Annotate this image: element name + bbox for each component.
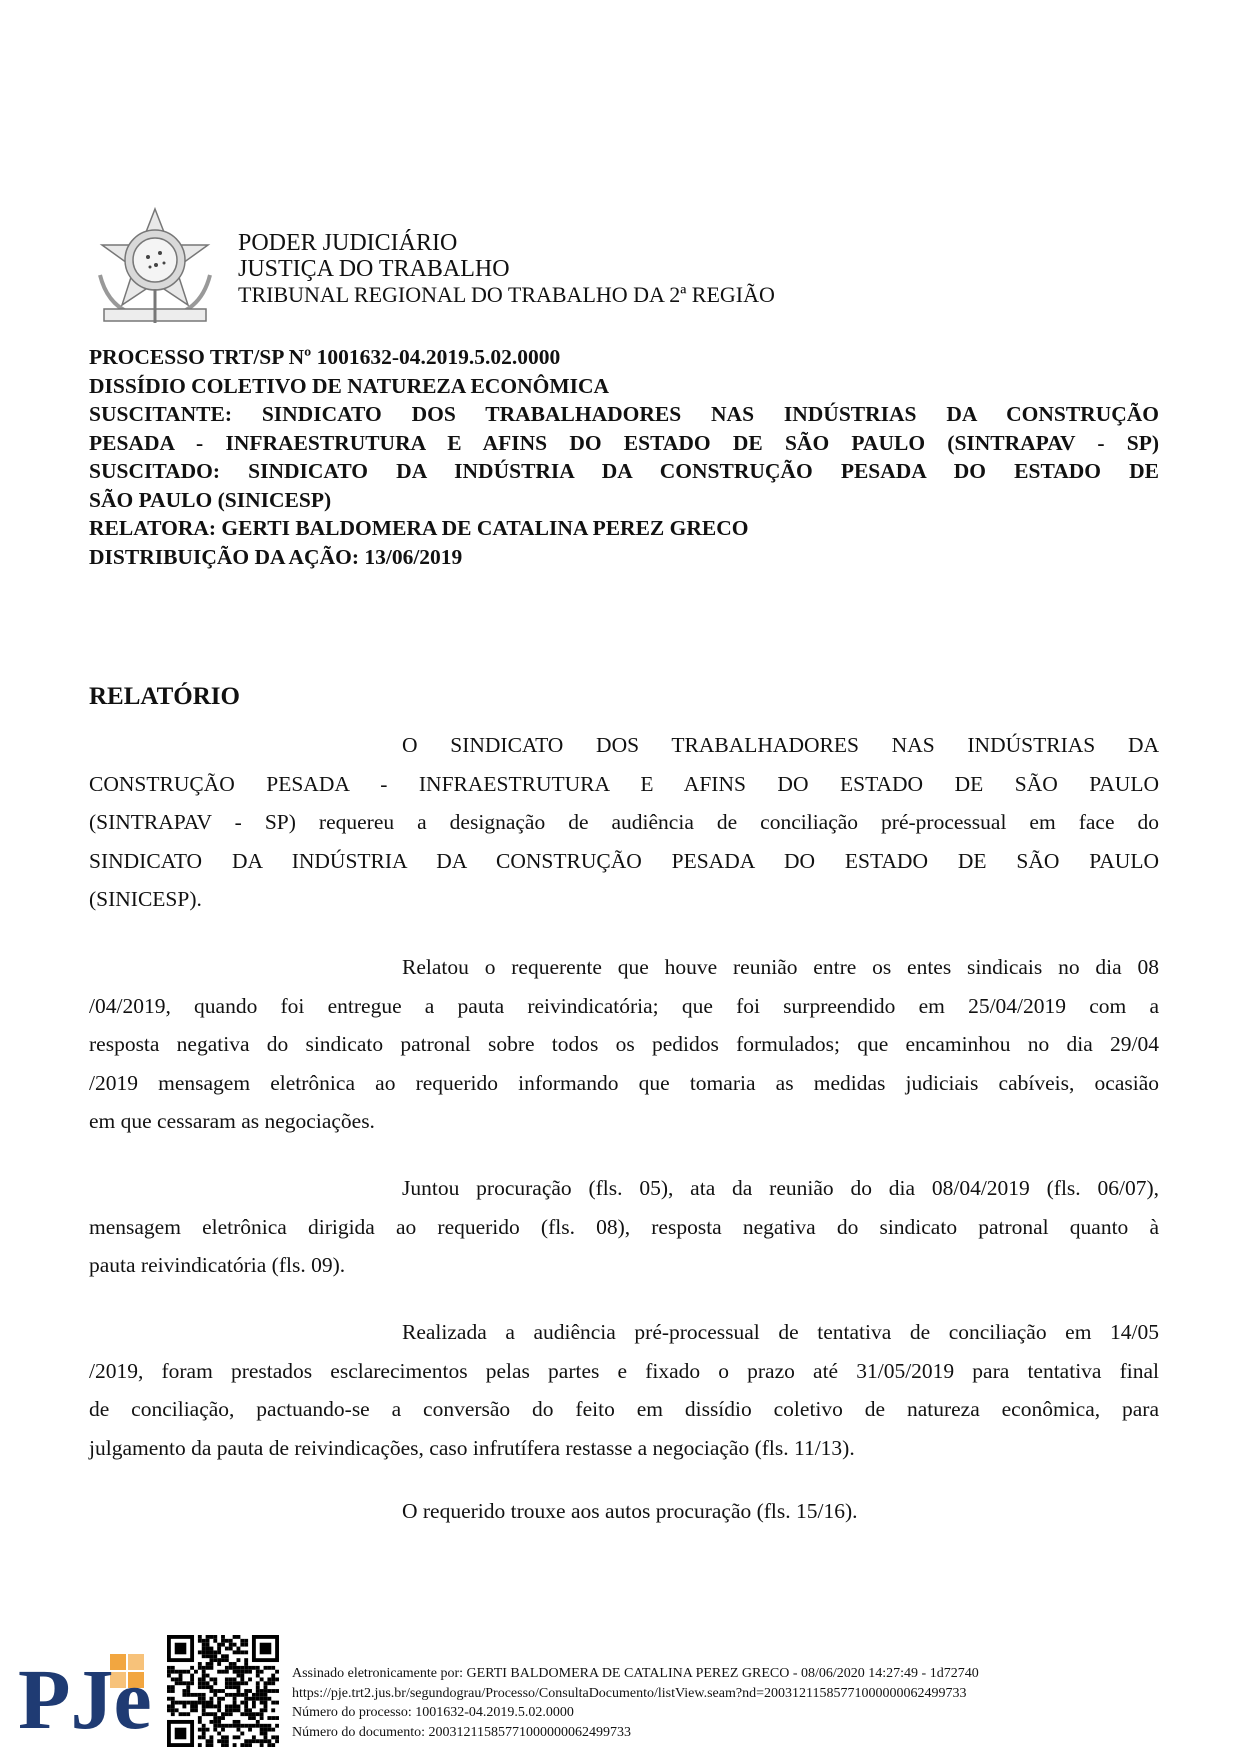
court-identification	[238, 230, 775, 308]
process-number-footer: Número do processo: 1001632-04.2019.5.02.0000	[292, 1705, 574, 1721]
document-header	[90, 205, 890, 335]
paragraph-line: em que cessaram as negociações.	[89, 1109, 375, 1133]
svg-text:PJe: PJe	[18, 1651, 152, 1740]
section-title: RELATÓRIO	[89, 683, 240, 710]
relatora: RELATORA: GERTI BALDOMERA DE CATALINA PEREZ GRECO	[89, 516, 749, 540]
suscitado-line-2: SÃO PAULO (SINICESP)	[89, 487, 332, 512]
paragraph-line: /2019, foram prestados esclarecimentos pelas partes e fixado o prazo até 31/05/2019 para tentativa final	[89, 1358, 1159, 1383]
suscitante-line-2: PESADA - INFRAESTRUTURA E AFINS DO ESTADO DE SÃO PAULO (SINTRAPAV - SP)	[89, 430, 1159, 455]
case-caption	[89, 343, 1159, 571]
paragraph-3	[89, 1169, 1159, 1285]
process-number: PROCESSO TRT/SP Nº 1001632-04.2019.5.02.0000	[89, 345, 561, 369]
pje-logo	[18, 1650, 153, 1740]
header-line-1: PODER JUDICIÁRIO	[238, 230, 458, 256]
paragraph-line: Realizada a audiência pré-processual de tentativa de conciliação em 14/05	[402, 1320, 1159, 1344]
paragraph-line: O SINDICATO DOS TRABALHADORES NAS INDÚSTRIAS DA	[402, 733, 1159, 757]
paragraph-line: Relatou o requerente que houve reunião entre os entes sindicais no dia 08	[402, 955, 1159, 979]
qr-code	[167, 1635, 279, 1747]
paragraph-line: /04/2019, quando foi entregue a pauta reivindicatória; que foi surpreendido em 25/04/2019 com a	[89, 993, 1159, 1018]
paragraph-line: julgamento da pauta de reivindicações, caso infrutífera restasse a negociação (fls. 11/13).	[89, 1435, 855, 1460]
document-number: Número do documento: 20031211585771000000062499733	[292, 1724, 631, 1740]
paragraph-line: CONSTRUÇÃO PESADA - INFRAESTRUTURA E AFINS DO ESTADO DE SÃO PAULO	[89, 771, 1159, 796]
signature-line: Assinado eletronicamente por: GERTI BALDOMERA DE CATALINA PEREZ GRECO - 08/06/2020 14:27:49 - 1d72740	[292, 1666, 979, 1681]
paragraph-4	[89, 1313, 1159, 1467]
distribution-date: DISTRIBUIÇÃO DA AÇÃO: 13/06/2019	[89, 544, 463, 569]
paragraph-2	[89, 948, 1159, 1141]
paragraph-line: (SINICESP).	[89, 887, 202, 911]
paragraph-line: Juntou procuração (fls. 05), ata da reunião do dia 08/04/2019 (fls. 06/07),	[402, 1176, 1159, 1200]
paragraph-line: SINDICATO DA INDÚSTRIA DA CONSTRUÇÃO PESADA DO ESTADO DE SÃO PAULO	[89, 848, 1159, 873]
document-url: https://pje.trt2.jus.br/segundograu/Processo/ConsultaDocumento/listView.seam?nd=20031211585771000000062499733	[292, 1685, 967, 1701]
paragraph-line: pauta reivindicatória (fls. 09).	[89, 1253, 346, 1277]
paragraph-line: mensagem eletrônica dirigida ao requerido (fls. 08), resposta negativa do sindicato patronal quanto à	[89, 1214, 1159, 1239]
suscitado-line-1: SUSCITADO: SINDICATO DA INDÚSTRIA DA CONSTRUÇÃO PESADA DO ESTADO DE	[89, 459, 1159, 483]
paragraph-line: (SINTRAPAV - SP) requereu a designação de audiência de conciliação pré-processual em face do	[89, 810, 1159, 834]
suscitante-line-1: SUSCITANTE: SINDICATO DOS TRABALHADORES NAS INDÚSTRIAS DA CONSTRUÇÃO	[89, 402, 1159, 426]
paragraph-line: /2019 mensagem eletrônica ao requerido informando que tomaria as medidas judiciais cabíveis, ocasião	[89, 1070, 1159, 1095]
paragraph-line: resposta negativa do sindicato patronal sobre todos os pedidos formulados; que encaminhou no dia 29/04	[89, 1032, 1159, 1056]
header-line-2: JUSTIÇA DO TRABALHO	[238, 256, 510, 282]
brazil-coat-of-arms-seal	[90, 205, 220, 335]
header-line-3: TRIBUNAL REGIONAL DO TRABALHO DA 2ª REGIÃO	[238, 282, 775, 307]
paragraph-line: de conciliação, pactuando-se a conversão do feito em dissídio coletivo de natureza econômica, para	[89, 1397, 1159, 1421]
paragraph-line: O requerido trouxe aos autos procuração (fls. 15/16).	[402, 1499, 858, 1523]
paragraph-5	[89, 1492, 1159, 1531]
case-type: DISSÍDIO COLETIVO DE NATUREZA ECONÔMICA	[89, 373, 610, 398]
electronic-signature	[292, 1664, 979, 1742]
paragraph-1	[89, 726, 1159, 919]
